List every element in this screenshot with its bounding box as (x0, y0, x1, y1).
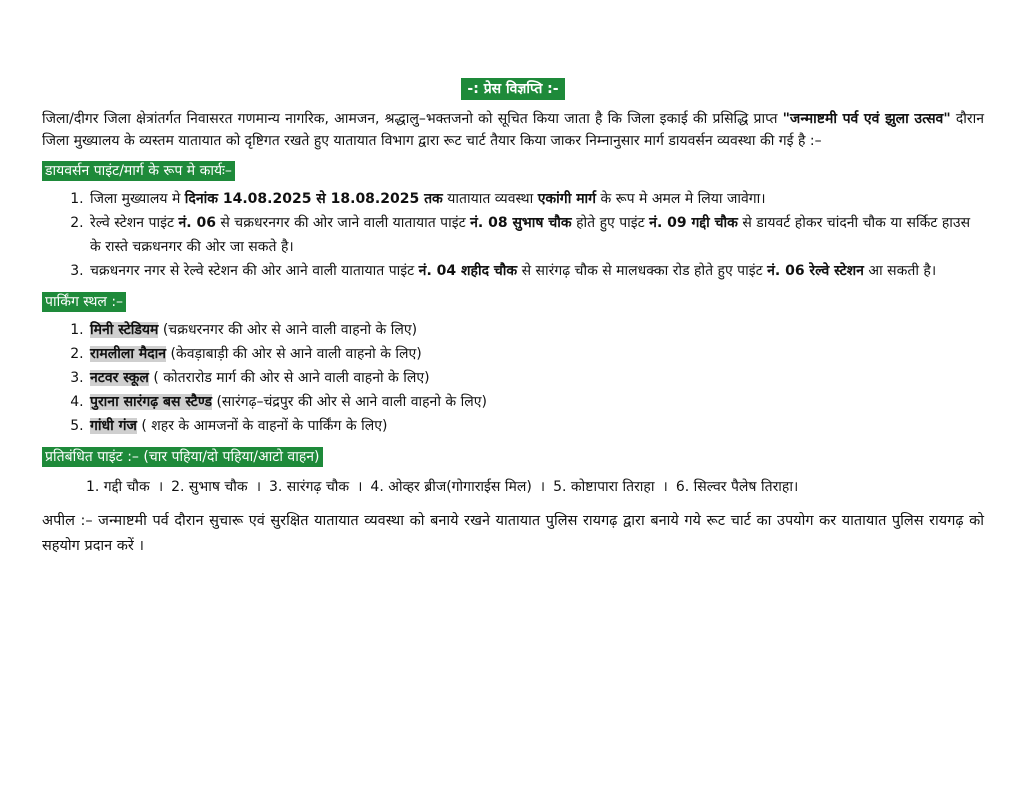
parking-name: पुराना सारंगढ़ बस स्टैण्ड (90, 394, 213, 410)
list-item: 1. मिनी स्टेडियम (चक्रधरनगर की ओर से आने वाली वाहनो के लिए) (88, 318, 984, 342)
diversion-heading: डायवर्सन पाइंट/मार्ग के रूप मे कार्यः– (42, 161, 235, 181)
list-item: 4. ओव्हर ब्रीज(गोगाराईस मिल) (370, 479, 532, 495)
list-item: 3. नटवर स्कूल ( कोतरारोड मार्ग की ओर से आने वाली वाहनो के लिए) (88, 366, 984, 390)
event-name: "जन्माष्टमी पर्व एवं झुला उत्सव" (782, 111, 951, 127)
parking-name: रामलीला मैदान (90, 346, 167, 362)
list-item: 3. चक्रधनगर नगर से रेल्वे स्टेशन की ओर आने वाली यातायात पाइंट नं. 04 शहीद चौक से सारंगढ़ चौक से मालधक्का रोड होते हुए पाइंट नं. 06 रेल्वे स्टेशन आ सकती है। (88, 259, 984, 283)
list-item: 5. गांधी गंज ( शहर के आमजनों के वाहनों के पार्किंग के लिए) (88, 414, 984, 438)
list-item: 2. रामलीला मैदान (केवड़ाबाड़ी की ओर से आने वाली वाहनो के लिए) (88, 342, 984, 366)
appeal-paragraph: अपील :– जन्माष्टमी पर्व दौरान सुचारू एवं सुरक्षित यातायात व्यवस्था को बनाये रखने यातायात पुलिस रायगढ़ द्वारा बनाये गये रूट चार्ट का उपयोग कर यातायात पुलिस रायगढ़ को सहयोग प्रदान करें । (42, 513, 984, 554)
parking-name: मिनी स्टेडियम (90, 322, 159, 338)
prohibited-list: 1. गद्दी चौक । 2. सुभाष चौक । 3. सारंगढ़ चौक । 4. ओव्हर ब्रीज(गोगाराईस मिल) । 5. कोष्टापारा तिराहा । 6. सिल्वर पैलेष तिराहा। (86, 479, 799, 495)
list-item: 5. कोष्टापारा तिराहा (553, 479, 655, 495)
list-item: 2. सुभाष चौक (171, 479, 248, 495)
intro-paragraph: जिला/दीगर जिला क्षेत्रांतर्गत निवासरत गणमान्य नागरिक, आमजन, श्रद्धालु–भक्तजनो को सूचित किया जाता है कि जिला इकाई की प्रसिद्धि प्राप्त "जन्माष्टमी पर्व एवं झुला उत्सव" दौरान जिला मुख्यालय के व्यस्तम यातायात को दृष्टिगत रखते हुए यातायात विभाग द्वारा रूट चार्ट तैयार किया जाकर निम्नानुसार मार्ग डायवर्सन व्यवस्था की गई है :– (42, 111, 985, 149)
parking-list (42, 318, 984, 438)
parking-heading: पार्किंग स्थल :– (42, 292, 126, 312)
prohibited-heading: प्रतिबंधित पाइंट :– (चार पहिया/दो पहिया/आटो वाहन) (42, 447, 323, 467)
list-item: 1. जिला मुख्यालय मे दिनांक 14.08.2025 से 18.08.2025 तक यातायात व्यवस्था एकांगी मार्ग के रूप मे अमल मे लिया जावेगा। (88, 187, 984, 211)
list-item: 2. रेल्वे स्टेशन पाइंट नं. 06 से चक्रधरनगर की ओर जाने वाली यातायात पाइंट नं. 08 सुभाष चौक होते हुए पाइंट नं. 09 गद्दी चौक से डायवर्ट होकर चांदनी चौक या सर्किट हाउस के रास्ते चक्रधनगर की ओर जा सकते है। (88, 211, 984, 259)
parking-name: गांधी गंज (90, 418, 137, 434)
diversion-list (42, 187, 984, 283)
page-title: -: प्रेस विज्ञप्ति :- (461, 78, 564, 100)
list-item: 1. गद्दी चौक (86, 479, 150, 495)
list-item: 3. सारंगढ़ चौक (269, 479, 350, 495)
parking-name: नटवर स्कूल (90, 370, 149, 386)
list-item: 6. सिल्वर पैलेष तिराहा। (675, 479, 799, 495)
list-item: 4. पुराना सारंगढ़ बस स्टैण्ड (सारंगढ़–चंद्रपुर की ओर से आने वाली वाहनो के लिए) (88, 390, 984, 414)
press-release (42, 78, 984, 559)
